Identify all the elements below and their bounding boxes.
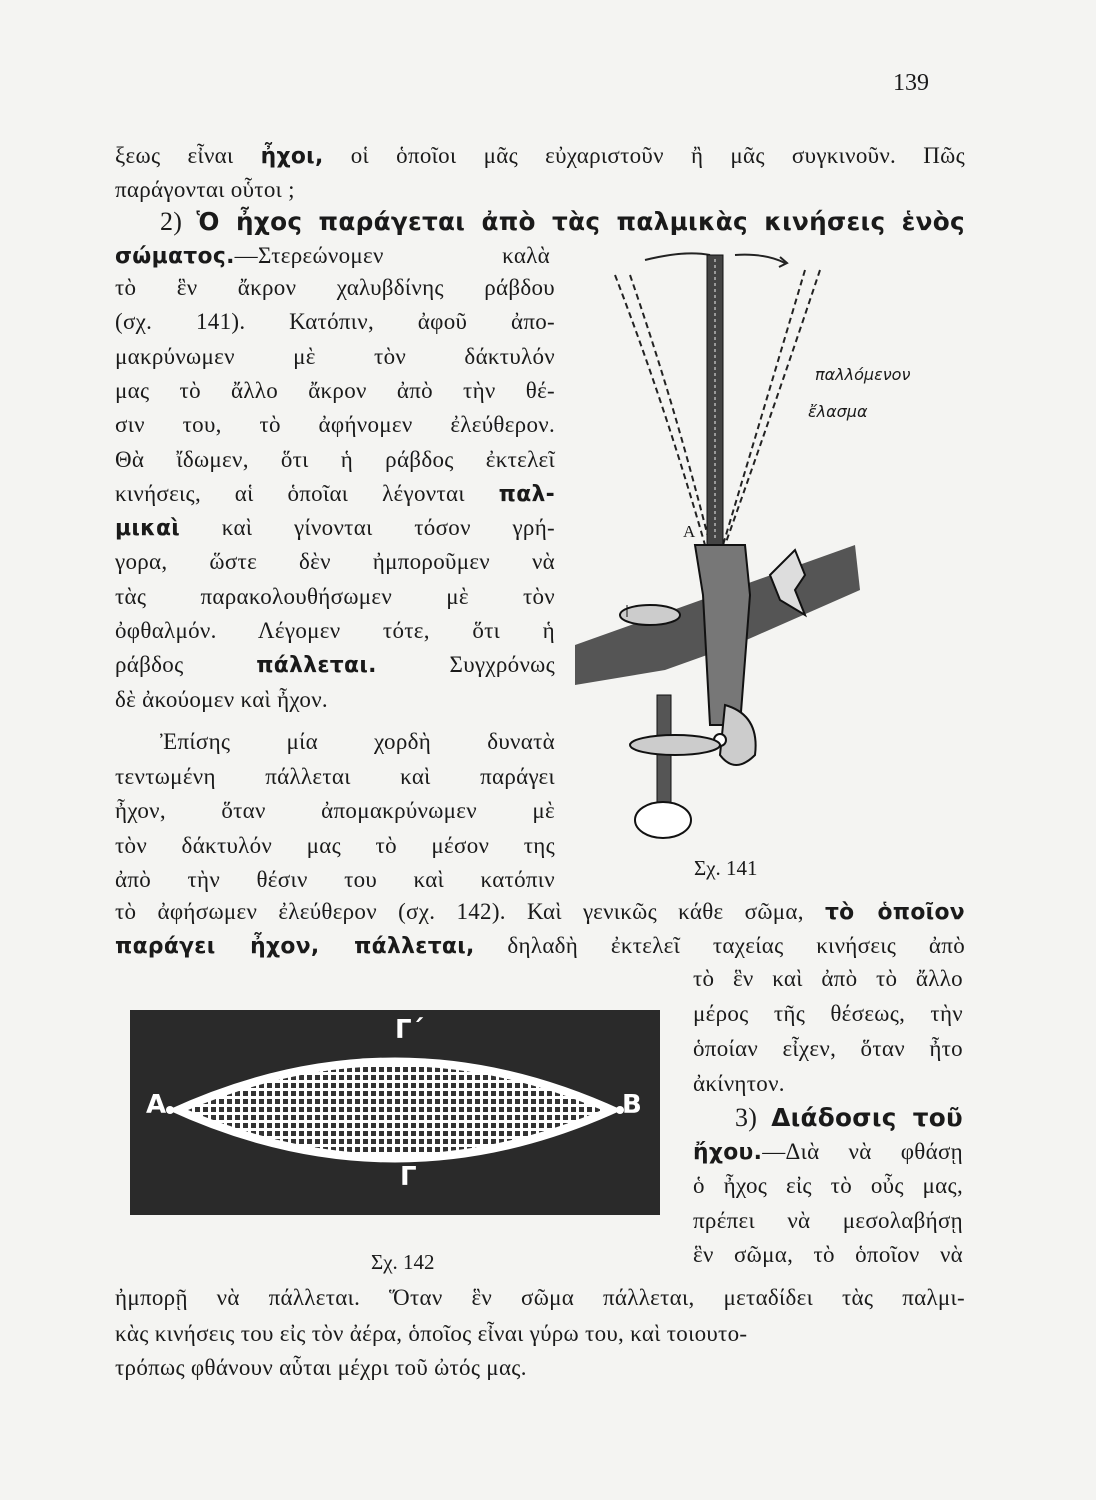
text-line <box>115 514 555 543</box>
text-span: μας τὸ ἄλλο ἄκρον ἀπὸ τὴν θέ- <box>115 377 555 403</box>
text-line <box>693 1035 963 1063</box>
text-line <box>115 343 555 371</box>
text-line <box>115 686 328 714</box>
text-line <box>115 763 555 791</box>
text-span: τὸ ἓν καὶ ἀπὸ τὸ ἄλλο <box>693 966 963 991</box>
figure-141-label-reed: ἔλασμα <box>808 402 868 421</box>
text-span: μακρύνωμεν μὲ τὸν δάκτυλόν <box>115 343 555 369</box>
figure-141-label-vibrating: παλλόμενον <box>815 365 911 384</box>
text-span: Θὰ ἴδωμεν, ὅτι ἡ ράβδος ἐκτελεῖ <box>115 446 555 472</box>
text-span: κινήσεις, αἱ ὁποῖαι λέγονται <box>115 480 499 506</box>
text-line <box>115 548 555 576</box>
figure-141-vibrating-reed-clamp <box>575 245 865 845</box>
text-span: ἓν σῶμα, τὸ ὁποῖον νὰ <box>693 1242 963 1267</box>
text-span: δηλαδὴ ἐκτελεῖ ταχείας κινήσεις ἀπὸ <box>474 933 965 958</box>
text-line <box>115 898 965 927</box>
text-line <box>160 728 555 756</box>
bold-term: παράγει ἦχον, πάλλεται, <box>115 934 475 959</box>
text-line <box>693 1000 963 1028</box>
figure-141-point-label: Α <box>683 522 696 541</box>
bold-term: Διάδοσις τοῦ <box>771 1103 964 1132</box>
text-line <box>115 308 555 336</box>
figure-142-caption: Σχ. 142 <box>371 1250 435 1274</box>
text-span: Συγχρόνως <box>376 652 555 678</box>
text-line <box>115 446 555 474</box>
text-span: τὸν δάκτυλόν μας τὸ μέσον της <box>115 832 555 858</box>
bold-term: πάλλεται. <box>256 653 377 679</box>
text-line <box>115 242 550 271</box>
text-span: ὀφθαλμόν. Λέγομεν τότε, ὅτι ἡ <box>115 618 555 643</box>
text-line <box>115 1284 965 1312</box>
text-line <box>115 797 555 825</box>
text-line <box>115 617 555 645</box>
figure-142-label-b: Β <box>622 1090 642 1120</box>
bold-term: παλ- <box>498 481 555 507</box>
text-line <box>115 142 965 171</box>
text-line <box>115 866 555 894</box>
figure-142-label-g-top: Γ΄ <box>395 1015 424 1045</box>
figure-142-label-a: Α <box>146 1090 167 1120</box>
text-span: (σχ. 141). Κατόπιν, ἀφοῦ ἀπο- <box>115 309 555 335</box>
bold-term: ἦχοι, <box>260 144 324 169</box>
figure-142-label-g-bottom: Γ <box>400 1162 417 1192</box>
text-span: τὸ ἀφήσωμεν ἐλεύθερον (σχ. 142). Καὶ γενικῶς κάθε σῶμα, <box>115 899 825 924</box>
bold-term: τὸ ὁποῖον <box>824 900 965 925</box>
text-line <box>115 274 555 302</box>
page-number: 139 <box>893 70 929 96</box>
text-span: ἦχον, ὅταν ἀπομακρύνωμεν μὲ <box>115 798 555 824</box>
bold-term: μικαὶ <box>115 516 181 542</box>
text-line <box>115 651 555 680</box>
text-line <box>115 411 555 439</box>
text-span: τὰς παρακολουθήσωμεν μὲ τὸν <box>115 583 555 609</box>
text-span: 3) <box>735 1103 772 1132</box>
text-span: πρέπει νὰ μεσολαβήσῃ <box>693 1207 963 1233</box>
text-span: τὸ ἓν ἄκρον χαλυβδίνης ράβδου <box>115 275 555 300</box>
text-line <box>693 1138 963 1167</box>
text-line <box>693 1207 963 1235</box>
text-span: σιν του, τὸ ἀφήνομεν ἐλεύθερον. <box>115 412 555 438</box>
text-span: ξεως εἶναι <box>115 143 261 168</box>
text-line <box>115 377 555 405</box>
text-line <box>735 1104 963 1132</box>
text-span: ἠμπορῇ νὰ πάλλεται. Ὅταν ἓν σῶμα πάλλεται, μεταδίδει τὰς παλμι- <box>115 1285 965 1310</box>
text-line <box>115 832 555 860</box>
text-span: τεντωμένη πάλλεται καὶ παράγει <box>115 763 555 789</box>
figure-141-caption: Σχ. 141 <box>694 856 758 880</box>
text-span: Ἐπίσης μία χορδὴ δυνατὰ <box>160 729 555 754</box>
text-span: ράβδος <box>115 652 257 678</box>
text-span: μέρος τῆς θέσεως, τὴν <box>693 1001 963 1026</box>
text-line <box>693 965 963 993</box>
text-line <box>115 480 555 509</box>
text-line <box>115 1354 527 1382</box>
text-span: κὰς κινήσεις του εἰς τὸν ἀέρα, ὁποῖος εἶναι γύρω του, καὶ τοιουτο- <box>115 1321 748 1346</box>
text-line <box>115 932 965 961</box>
text-line <box>693 1172 963 1200</box>
bold-term: Ὁ ἦχος παράγεται ἀπὸ τὰς παλμικὰς κινήσεις ἑνὸς <box>196 207 965 236</box>
text-span: οἱ ὁποῖοι μᾶς εὐχαριστοῦν ἢ μᾶς συγκινοῦν. Πῶς <box>323 143 965 168</box>
text-span: ἀπὸ τὴν θέσιν του καὶ κατόπιν <box>115 867 555 893</box>
text-span: δὲ ἀκούομεν καὶ ἦχον. <box>115 686 328 712</box>
text-line <box>115 1320 747 1348</box>
text-span: καὶ γίνονται τόσον γρή- <box>180 515 555 541</box>
text-span: ὁποίαν εἶχεν, ὅταν ἦτο <box>693 1036 963 1061</box>
text-span: —Στερεώνομεν καλὰ <box>234 243 550 268</box>
text-line <box>160 208 965 236</box>
text-span: ὁ ἦχος εἰς τὸ οὖς μας, <box>693 1173 963 1198</box>
text-line <box>693 1070 785 1098</box>
text-span: 2) <box>160 207 197 236</box>
text-line <box>693 1241 963 1269</box>
text-span: τρόπως φθάνουν αὗται μέχρι τοῦ ὠτός μας. <box>115 1355 527 1380</box>
text-line <box>115 583 555 611</box>
bold-term: ἤχου. <box>693 1140 763 1165</box>
text-line <box>115 176 295 204</box>
text-span: —Διὰ νὰ φθάσῃ <box>762 1139 963 1164</box>
text-span: ἀκίνητον. <box>693 1071 785 1096</box>
bold-term: σώματος. <box>115 244 235 269</box>
text-span: γορα, ὥστε δὲν ἠμποροῦμεν νὰ <box>115 549 555 575</box>
text-span: παράγονται οὗτοι ; <box>115 177 295 202</box>
